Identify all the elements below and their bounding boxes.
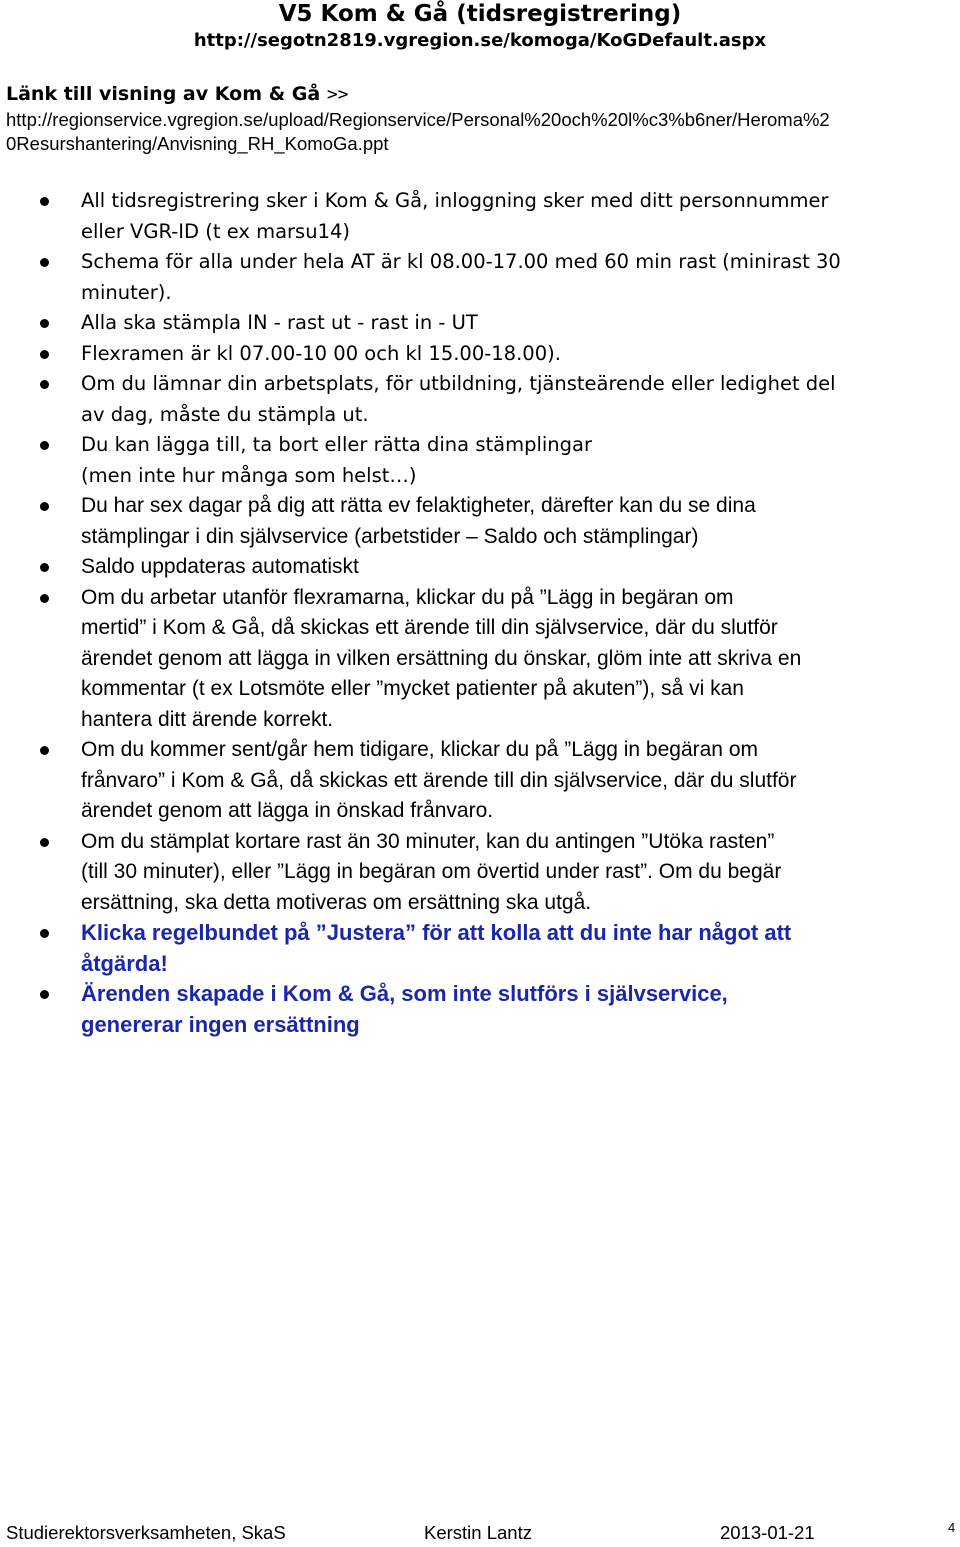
- bullet-line: genererar ingen ersättning: [81, 1011, 360, 1037]
- link-arrows: >>: [326, 84, 349, 105]
- bullet-line: hantera ditt ärende korrekt.: [81, 707, 334, 731]
- bullet-item: [0, 369, 960, 430]
- footer-date: 2013-01-21: [720, 1522, 815, 1543]
- url-line-1[interactable]: http://regionservice.vgregion.se/upload/Regionservice/Personal%20och%20l%c3%b6ner/Heroma%2: [6, 109, 830, 130]
- bullet-line: av dag, måste du stämpla ut.: [81, 402, 369, 426]
- bullet-line: eller VGR-ID (t ex marsu14): [81, 219, 351, 243]
- bullet-line: ärendet genom att lägga in önskad frånvaro.: [81, 799, 494, 822]
- footer-author: Kerstin Lantz: [424, 1522, 532, 1543]
- bullet-item: [0, 186, 960, 247]
- bullet-line: frånvaro” i Kom & Gå, då skickas ett ärende till din självservice, där du slutför: [81, 768, 797, 792]
- bullet-list: [0, 186, 960, 1040]
- bullet-dot-icon: [40, 502, 49, 511]
- bullet-item: [0, 918, 960, 979]
- bullet-line: åtgärda!: [81, 950, 168, 976]
- bullet-line: mertid” i Kom & Gå, då skickas ett ärende till din självservice, där du slutför: [81, 616, 778, 639]
- page-number: 4: [948, 1520, 956, 1535]
- bullet-item: [0, 339, 960, 370]
- bullet-item: [0, 247, 960, 308]
- footer-organization: Studierektorsverksamheten, SkaS: [6, 1522, 286, 1543]
- bullet-item: [0, 979, 960, 1040]
- bullet-line: Om du lämnar din arbetsplats, för utbildning, tjänsteärende eller ledighet del: [81, 372, 836, 395]
- bullet-item: [0, 430, 960, 491]
- bullet-item: [0, 552, 960, 583]
- bullet-item: [0, 735, 960, 827]
- bullet-item: [0, 583, 960, 736]
- bullet-line: stämplingar i din självservice (arbetstider – Saldo och stämplingar): [81, 524, 699, 548]
- bullet-dot-icon: [40, 563, 49, 572]
- title-url-link[interactable]: http://segotn2819.vgregion.se/komoga/KoGDefault.aspx: [193, 30, 767, 51]
- bullet-line: kommentar (t ex Lotsmöte eller ”mycket patienter på akuten”), så vi kan: [81, 677, 744, 700]
- bullet-line: Om du kommer sent/går hem tidigare, klickar du på ”Lägg in begäran om: [81, 738, 758, 761]
- bullet-line: (till 30 minuter), eller ”Lägg in begäran om övertid under rast”. Om du begär: [81, 860, 782, 883]
- bullet-line: Om du arbetar utanför flexramarna, klickar du på ”Lägg in begäran om: [81, 585, 734, 609]
- bullet-item: [0, 308, 960, 339]
- bullet-line: minuter).: [81, 280, 172, 304]
- bullet-line: Saldo uppdateras automatiskt: [81, 555, 359, 578]
- bullet-dot-icon: [40, 350, 49, 359]
- bullet-item: [0, 827, 960, 919]
- bullet-line: ersättning, ska detta motiveras om ersättning ska utgå.: [81, 890, 592, 914]
- bullet-line: Ärenden skapade i Kom & Gå, som inte slutförs i självservice,: [81, 981, 728, 1006]
- bullet-item: [0, 491, 960, 552]
- url-line-2[interactable]: 0Resurshantering/Anvisning_RH_KomoGa.ppt: [6, 133, 389, 154]
- link-label: [6, 82, 349, 107]
- link-label-text: Länk till visning av Kom & Gå: [6, 83, 321, 105]
- bullet-dot-icon: [40, 929, 49, 938]
- bullet-line: Om du stämplat kortare rast än 30 minuter, kan du antingen ”Utöka rasten”: [81, 829, 775, 853]
- bullet-dot-icon: [40, 258, 49, 267]
- bullet-dot-icon: [40, 197, 49, 206]
- page-title: V5 Kom & Gå (tidsregistrering): [278, 1, 682, 27]
- bullet-dot-icon: [40, 838, 49, 847]
- bullet-line: ärendet genom att lägga in vilken ersättning du önskar, glöm inte att skriva en: [81, 646, 802, 670]
- bullet-line: Klicka regelbundet på ”Justera” för att kolla att du inte har något att: [81, 920, 792, 945]
- bullet-line: Flexramen är kl 07.00-10 00 och kl 15.00-18.00).: [81, 341, 561, 365]
- bullet-line: (men inte hur många som helst…): [81, 463, 417, 487]
- bullet-line: Schema för alla under hela AT är kl 08.00-17.00 med 60 min rast (minirast 30: [81, 250, 841, 273]
- bullet-line: All tidsregistrering sker i Kom & Gå, inloggning sker med ditt personnummer: [81, 189, 829, 212]
- bullet-dot-icon: [40, 380, 49, 389]
- bullet-dot-icon: [40, 594, 49, 603]
- bullet-line: Du kan lägga till, ta bort eller rätta dina stämplingar: [81, 433, 592, 456]
- bullet-dot-icon: [40, 319, 49, 328]
- bullet-line: Alla ska stämpla IN - rast ut - rast in - UT: [81, 311, 478, 334]
- bullet-dot-icon: [40, 746, 49, 755]
- presentation-url-link[interactable]: [6, 108, 956, 156]
- bullet-dot-icon: [40, 990, 49, 999]
- bullet-line: Du har sex dagar på dig att rätta ev felaktigheter, därefter kan du se dina: [81, 494, 756, 517]
- bullet-dot-icon: [40, 441, 49, 450]
